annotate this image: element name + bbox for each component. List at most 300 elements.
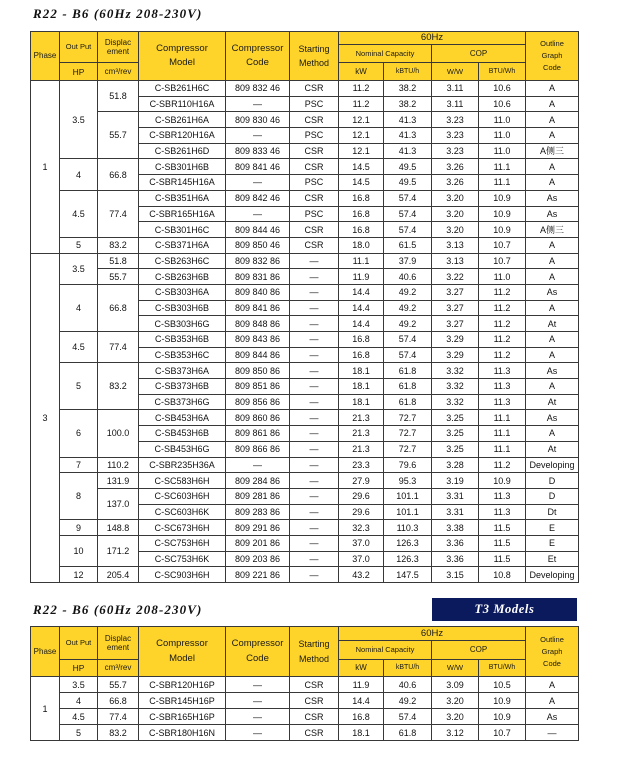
model-cell: C-SC583H6H <box>139 473 226 489</box>
cop-ww-cell: 3.19 <box>432 473 479 489</box>
displacement-header <box>98 627 139 660</box>
table-row <box>31 725 579 741</box>
compressor-code-cell: 809 832 86 <box>226 253 290 269</box>
starting-method-cell: — <box>290 284 339 300</box>
cop-btuwh-cell: 11.1 <box>479 159 526 175</box>
cop-btuwh-cell: 11.0 <box>479 269 526 285</box>
displacement-cell: 148.8 <box>98 520 139 536</box>
compressor-code-cell: 809 203 86 <box>226 551 290 567</box>
model-cell: C-SBR110H16A <box>139 96 226 112</box>
model-cell: C-SB453H6B <box>139 426 226 442</box>
cop-ww-cell: 3.31 <box>432 504 479 520</box>
starting-method-cell: CSR <box>290 112 339 128</box>
outline-code-cell: Developing <box>526 567 579 583</box>
capacity-kbtu-cell: 72.7 <box>384 441 432 457</box>
outline-code-cell: A <box>526 347 579 363</box>
outline-code-cell: As <box>526 284 579 300</box>
kbtu-unit-header: kBTU/h <box>384 63 432 81</box>
starting-method-cell: — <box>290 410 339 426</box>
model-cell: C-SBR165H16A <box>139 206 226 222</box>
displacement-cell: 55.7 <box>98 677 139 693</box>
capacity-kbtu-cell: 38.2 <box>384 96 432 112</box>
cop-btuwh-cell: 11.3 <box>479 504 526 520</box>
starting-method-cell: — <box>290 316 339 332</box>
compressor-code-cell: 809 831 86 <box>226 269 290 285</box>
outline-code-cell: A <box>526 269 579 285</box>
model-cell: C-SB353H6B <box>139 332 226 348</box>
compressor-code-cell: 809 843 86 <box>226 332 290 348</box>
capacity-kbtu-cell: 57.4 <box>384 222 432 238</box>
capacity-kbtu-cell: 95.3 <box>384 473 432 489</box>
table-row <box>31 488 579 504</box>
cop-ww-cell: 3.23 <box>432 112 479 128</box>
phase-cell: 1 <box>31 677 60 741</box>
starting-header-line: Starting <box>298 639 330 649</box>
capacity-kbtu-cell: 41.3 <box>384 128 432 144</box>
output-hp-cell: 10 <box>60 535 98 566</box>
compressor-code-cell: 809 866 86 <box>226 441 290 457</box>
starting-method-cell: CSR <box>290 222 339 238</box>
cop-btuwh-cell: 11.0 <box>479 128 526 144</box>
starting-method-cell: — <box>290 379 339 395</box>
starting-method-cell: — <box>290 457 339 473</box>
model-cell: C-SB351H6A <box>139 190 226 206</box>
cop-btuwh-cell: 11.5 <box>479 535 526 551</box>
outline-code-cell: A <box>526 253 579 269</box>
compressor-code-cell: — <box>226 206 290 222</box>
starting-method-header <box>290 627 339 677</box>
displacement-cell: 137.0 <box>98 488 139 519</box>
cop-btuwh-cell: 10.7 <box>479 725 526 741</box>
cop-btuwh-cell: 11.1 <box>479 441 526 457</box>
model-cell: C-SC673H6H <box>139 520 226 536</box>
displacement-cell: 66.8 <box>98 284 139 331</box>
starting-method-cell: CSR <box>290 159 339 175</box>
capacity-kw-cell: 12.1 <box>339 128 384 144</box>
capacity-kbtu-cell: 57.4 <box>384 206 432 222</box>
displacement-cell: 83.2 <box>98 725 139 741</box>
capacity-kw-cell: 14.5 <box>339 159 384 175</box>
section-title: R22 - B6 (60Hz 208-230V) <box>33 602 203 617</box>
outline-code-cell: A <box>526 693 579 709</box>
outline-graph-code-header <box>526 627 579 677</box>
frequency-header: 60Hz <box>339 32 526 45</box>
displacement-header-line: ement <box>106 643 130 652</box>
capacity-kw-cell: 12.1 <box>339 143 384 159</box>
displacement-header <box>98 32 139 63</box>
cop-ww-cell: 3.11 <box>432 81 479 97</box>
capacity-kw-cell: 32.3 <box>339 520 384 536</box>
cop-btuwh-cell: 11.0 <box>479 143 526 159</box>
capacity-kw-cell: 23.3 <box>339 457 384 473</box>
table-row <box>31 535 579 551</box>
compressor-code-cell: 809 832 46 <box>226 81 290 97</box>
capacity-kbtu-cell: 61.5 <box>384 237 432 253</box>
capacity-kw-cell: 16.8 <box>339 347 384 363</box>
output-hp-cell: 4 <box>60 284 98 331</box>
model-cell: C-SBR145H16A <box>139 175 226 191</box>
capacity-kbtu-cell: 110.3 <box>384 520 432 536</box>
starting-method-cell: CSR <box>290 81 339 97</box>
model-cell: C-SB303H6A <box>139 284 226 300</box>
compressor-code-cell: 809 201 86 <box>226 535 290 551</box>
outline-code-cell: At <box>526 441 579 457</box>
starting-method-cell: PSC <box>290 175 339 191</box>
capacity-kw-cell: 11.9 <box>339 677 384 693</box>
model-cell: C-SB263H6C <box>139 253 226 269</box>
cop-btuwh-cell: 10.9 <box>479 473 526 489</box>
compressor-code-cell: 809 284 86 <box>226 473 290 489</box>
capacity-kw-cell: 11.9 <box>339 269 384 285</box>
outline-code-cell: A <box>526 175 579 191</box>
cop-ww-cell: 3.09 <box>432 677 479 693</box>
outline-code-cell: A <box>526 112 579 128</box>
cop-btuwh-cell: 10.9 <box>479 190 526 206</box>
starting-method-header <box>290 32 339 81</box>
starting-method-cell: — <box>290 363 339 379</box>
cop-ww-cell: 3.31 <box>432 488 479 504</box>
outline-header-line: Graph <box>541 646 563 656</box>
displacement-cell: 100.0 <box>98 410 139 457</box>
capacity-kw-cell: 21.3 <box>339 441 384 457</box>
section-title: R22 - B6 (60Hz 208-230V) <box>33 6 203 21</box>
capacity-kw-cell: 11.1 <box>339 253 384 269</box>
hp-unit-header: HP <box>60 63 98 81</box>
capacity-kbtu-cell: 57.4 <box>384 332 432 348</box>
cop-btuwh-cell: 11.5 <box>479 551 526 567</box>
outline-code-cell: A <box>526 128 579 144</box>
capacity-kbtu-cell: 38.2 <box>384 81 432 97</box>
model-cell: C-SB301H6B <box>139 159 226 175</box>
cop-ww-cell: 3.27 <box>432 284 479 300</box>
starting-method-cell: CSR <box>290 143 339 159</box>
cop-btuwh-cell: 10.9 <box>479 693 526 709</box>
capacity-kw-cell: 18.1 <box>339 379 384 395</box>
starting-method-cell: — <box>290 269 339 285</box>
model-cell: C-SB453H6A <box>139 410 226 426</box>
ww-unit-header: W/W <box>432 660 479 677</box>
model-cell: C-SB303H6G <box>139 316 226 332</box>
output-hp-cell: 4 <box>60 159 98 190</box>
cop-ww-cell: 3.28 <box>432 457 479 473</box>
cop-btuwh-cell: 11.3 <box>479 379 526 395</box>
starting-method-cell: — <box>290 535 339 551</box>
starting-method-cell: — <box>290 473 339 489</box>
displacement-cell: 171.2 <box>98 535 139 566</box>
starting-method-cell: CSR <box>290 693 339 709</box>
starting-method-cell: — <box>290 520 339 536</box>
outline-code-cell: As <box>526 206 579 222</box>
outline-code-cell: A <box>526 159 579 175</box>
capacity-kw-cell: 14.4 <box>339 284 384 300</box>
model-header <box>139 32 226 81</box>
table-row <box>31 112 579 128</box>
model-cell: C-SB353H6C <box>139 347 226 363</box>
capacity-kbtu-cell: 126.3 <box>384 535 432 551</box>
model-cell: C-SB371H6A <box>139 237 226 253</box>
table-row <box>31 159 579 175</box>
compressor-code-cell: 809 291 86 <box>226 520 290 536</box>
capacity-kbtu-cell: 40.6 <box>384 269 432 285</box>
model-cell: C-SBR120H16A <box>139 128 226 144</box>
outline-header-line: Code <box>543 63 561 72</box>
model-cell: C-SB373H6G <box>139 394 226 410</box>
cop-ww-cell: 3.36 <box>432 551 479 567</box>
capacity-kw-cell: 14.4 <box>339 316 384 332</box>
starting-method-cell: — <box>290 567 339 583</box>
cop-ww-cell: 3.20 <box>432 222 479 238</box>
output-hp-cell: 5 <box>60 237 98 253</box>
starting-method-cell: — <box>290 488 339 504</box>
outline-header-line: Outline <box>540 39 564 48</box>
table-row <box>31 457 579 473</box>
table-row <box>31 709 579 725</box>
model-cell: C-SB373H6B <box>139 379 226 395</box>
outline-code-cell: A <box>526 81 579 97</box>
compressor-code-cell: 809 850 86 <box>226 363 290 379</box>
starting-method-cell: — <box>290 441 339 457</box>
table-row <box>31 410 579 426</box>
compressor-code-cell: — <box>226 96 290 112</box>
displacement-header-line: ement <box>106 47 130 56</box>
outline-code-cell: E <box>526 520 579 536</box>
kw-unit-header: kW <box>339 660 384 677</box>
cop-btuwh-cell: 11.3 <box>479 488 526 504</box>
table-row <box>31 363 579 379</box>
cop-btuwh-cell: 10.9 <box>479 709 526 725</box>
model-cell: C-SB301H6C <box>139 222 226 238</box>
cop-btuwh-cell: 11.2 <box>479 316 526 332</box>
cop-ww-cell: 3.29 <box>432 332 479 348</box>
capacity-kw-cell: 21.3 <box>339 410 384 426</box>
starting-method-cell: — <box>290 253 339 269</box>
starting-header-line: Method <box>298 653 330 664</box>
cop-btuwh-cell: 10.6 <box>479 81 526 97</box>
model-cell: C-SB303H6B <box>139 300 226 316</box>
capacity-kw-cell: 37.0 <box>339 535 384 551</box>
btuwh-unit-header: BTU/Wh <box>479 63 526 81</box>
cop-ww-cell: 3.20 <box>432 709 479 725</box>
compressor-code-cell: 809 840 86 <box>226 284 290 300</box>
starting-method-cell: — <box>290 347 339 363</box>
compressor-code-cell: 809 833 46 <box>226 143 290 159</box>
capacity-kw-cell: 16.8 <box>339 332 384 348</box>
compressor-code-header <box>226 32 290 81</box>
table-row <box>31 473 579 489</box>
output-hp-cell: 8 <box>60 473 98 520</box>
cop-btuwh-cell: 11.2 <box>479 347 526 363</box>
output-hp-cell: 5 <box>60 363 98 410</box>
table-row <box>31 237 579 253</box>
model-cell: C-SC903H6H <box>139 567 226 583</box>
cop-btuwh-cell: 10.7 <box>479 237 526 253</box>
code-header-line: Compressor <box>231 638 284 649</box>
capacity-kbtu-cell: 101.1 <box>384 488 432 504</box>
output-hp-cell: 9 <box>60 520 98 536</box>
table-body <box>31 81 579 583</box>
model-cell: C-SC603H6H <box>139 488 226 504</box>
starting-method-cell: — <box>290 551 339 567</box>
capacity-kbtu-cell: 61.8 <box>384 363 432 379</box>
displacement-cell: 51.8 <box>98 253 139 269</box>
table-row <box>31 520 579 536</box>
model-header-line: Model <box>169 57 195 68</box>
compressor-code-cell: 809 861 86 <box>226 426 290 442</box>
capacity-kw-cell: 16.8 <box>339 222 384 238</box>
displacement-unit-header: cm³/rev <box>98 63 139 81</box>
compressor-code-cell: 809 221 86 <box>226 567 290 583</box>
model-header-line: Compressor <box>156 42 208 54</box>
displacement-cell: 83.2 <box>98 363 139 410</box>
compressor-code-cell: — <box>226 175 290 191</box>
outline-code-cell: As <box>526 709 579 725</box>
cop-ww-cell: 3.26 <box>432 175 479 191</box>
capacity-kbtu-cell: 49.2 <box>384 316 432 332</box>
cop-ww-cell: 3.20 <box>432 693 479 709</box>
table-row <box>31 269 579 285</box>
cop-btuwh-cell: 10.9 <box>479 222 526 238</box>
capacity-kbtu-cell: 79.6 <box>384 457 432 473</box>
starting-method-cell: PSC <box>290 206 339 222</box>
phase-cell: 3 <box>31 253 60 582</box>
displacement-cell: 77.4 <box>98 190 139 237</box>
outline-code-cell: A <box>526 332 579 348</box>
output-hp-cell: 3.5 <box>60 81 98 159</box>
starting-method-cell: — <box>290 426 339 442</box>
capacity-kw-cell: 29.6 <box>339 488 384 504</box>
starting-method-cell: CSR <box>290 190 339 206</box>
cop-ww-cell: 3.32 <box>432 363 479 379</box>
capacity-kbtu-cell: 72.7 <box>384 410 432 426</box>
model-cell: C-SBR165H16P <box>139 709 226 725</box>
cop-ww-cell: 3.25 <box>432 441 479 457</box>
starting-header-line: Method <box>298 58 330 68</box>
capacity-kw-cell: 18.1 <box>339 363 384 379</box>
cop-btuwh-cell: 11.3 <box>479 394 526 410</box>
capacity-kw-cell: 16.8 <box>339 709 384 725</box>
displacement-cell: 55.7 <box>98 269 139 285</box>
output-hp-cell: 3.5 <box>60 253 98 284</box>
capacity-kbtu-cell: 49.2 <box>384 693 432 709</box>
capacity-kbtu-cell: 126.3 <box>384 551 432 567</box>
cop-ww-cell: 3.20 <box>432 206 479 222</box>
kw-unit-header: kW <box>339 63 384 81</box>
outline-graph-code-header <box>526 32 579 81</box>
model-cell: C-SB263H6B <box>139 269 226 285</box>
cop-ww-cell: 3.27 <box>432 316 479 332</box>
cop-btuwh-cell: 11.0 <box>479 112 526 128</box>
capacity-kbtu-cell: 61.8 <box>384 725 432 741</box>
outline-code-cell: A侧三 <box>526 143 579 159</box>
compressor-code-cell: 809 841 86 <box>226 300 290 316</box>
cop-ww-cell: 3.22 <box>432 269 479 285</box>
nominal-capacity-header: Nominal Capacity <box>339 641 432 660</box>
output-hp-cell: 6 <box>60 410 98 457</box>
capacity-kbtu-cell: 41.3 <box>384 143 432 159</box>
outline-code-cell: A <box>526 300 579 316</box>
capacity-kw-cell: 18.1 <box>339 394 384 410</box>
capacity-kbtu-cell: 72.7 <box>384 426 432 442</box>
compressor-code-cell: 809 851 86 <box>226 379 290 395</box>
capacity-kw-cell: 11.2 <box>339 96 384 112</box>
outline-header-line: Outline <box>540 634 564 644</box>
model-header-line: Compressor <box>156 638 208 649</box>
compressor-code-cell: — <box>226 725 290 741</box>
starting-method-cell: — <box>290 332 339 348</box>
displacement-cell: 51.8 <box>98 81 139 112</box>
table-row <box>31 567 579 583</box>
code-header-line: Compressor <box>231 42 284 54</box>
outline-code-cell: Et <box>526 551 579 567</box>
cop-btuwh-cell: 10.9 <box>479 206 526 222</box>
cop-header: COP <box>432 641 526 660</box>
displacement-cell: 66.8 <box>98 693 139 709</box>
btuwh-unit-header: BTU/Wh <box>479 660 526 677</box>
capacity-kbtu-cell: 57.4 <box>384 190 432 206</box>
output-header: Out Put <box>60 627 98 660</box>
cop-ww-cell: 3.11 <box>432 96 479 112</box>
t3-models-badge: T3 Models <box>432 598 577 621</box>
compressor-code-cell: 809 842 46 <box>226 190 290 206</box>
outline-code-cell: At <box>526 316 579 332</box>
displacement-cell: 77.4 <box>98 709 139 725</box>
capacity-kbtu-cell: 57.4 <box>384 347 432 363</box>
table-row <box>31 81 579 97</box>
cop-btuwh-cell: 11.3 <box>479 363 526 379</box>
displacement-cell: 110.2 <box>98 457 139 473</box>
capacity-kbtu-cell: 61.8 <box>384 379 432 395</box>
displacement-header-line: Displac <box>104 634 132 643</box>
compressor-code-cell: — <box>226 709 290 725</box>
capacity-kw-cell: 14.5 <box>339 175 384 191</box>
capacity-kbtu-cell: 101.1 <box>384 504 432 520</box>
cop-ww-cell: 3.15 <box>432 567 479 583</box>
outline-code-cell: A <box>526 96 579 112</box>
outline-code-cell: As <box>526 363 579 379</box>
starting-header-line: Starting <box>298 43 330 54</box>
displacement-cell: 205.4 <box>98 567 139 583</box>
displacement-cell: 66.8 <box>98 159 139 190</box>
starting-method-cell: CSR <box>290 725 339 741</box>
output-hp-cell: 4.5 <box>60 332 98 363</box>
model-cell: C-SBR145H16P <box>139 693 226 709</box>
model-cell: C-SBR235H36A <box>139 457 226 473</box>
phase-cell: 1 <box>31 81 60 254</box>
cop-ww-cell: 3.29 <box>432 347 479 363</box>
table-header <box>31 627 579 677</box>
compressor-code-cell: 809 844 46 <box>226 222 290 238</box>
starting-method-cell: — <box>290 300 339 316</box>
compressor-code-cell: 809 841 46 <box>226 159 290 175</box>
outline-code-cell: A <box>526 677 579 693</box>
outline-code-cell: A <box>526 237 579 253</box>
cop-ww-cell: 3.38 <box>432 520 479 536</box>
cop-btuwh-cell: 10.5 <box>479 677 526 693</box>
compressor-code-cell: 809 850 46 <box>226 237 290 253</box>
compressor-code-cell: — <box>226 693 290 709</box>
capacity-kw-cell: 29.6 <box>339 504 384 520</box>
compressor-code-cell: 809 844 86 <box>226 347 290 363</box>
outline-code-cell: A <box>526 379 579 395</box>
cop-ww-cell: 3.27 <box>432 300 479 316</box>
code-header-line: Code <box>246 652 269 664</box>
model-cell: C-SB373H6A <box>139 363 226 379</box>
outline-header-line: Code <box>543 658 561 668</box>
displacement-cell: 83.2 <box>98 237 139 253</box>
capacity-kw-cell: 16.8 <box>339 206 384 222</box>
model-cell: C-SB261H6A <box>139 112 226 128</box>
capacity-kbtu-cell: 49.2 <box>384 284 432 300</box>
